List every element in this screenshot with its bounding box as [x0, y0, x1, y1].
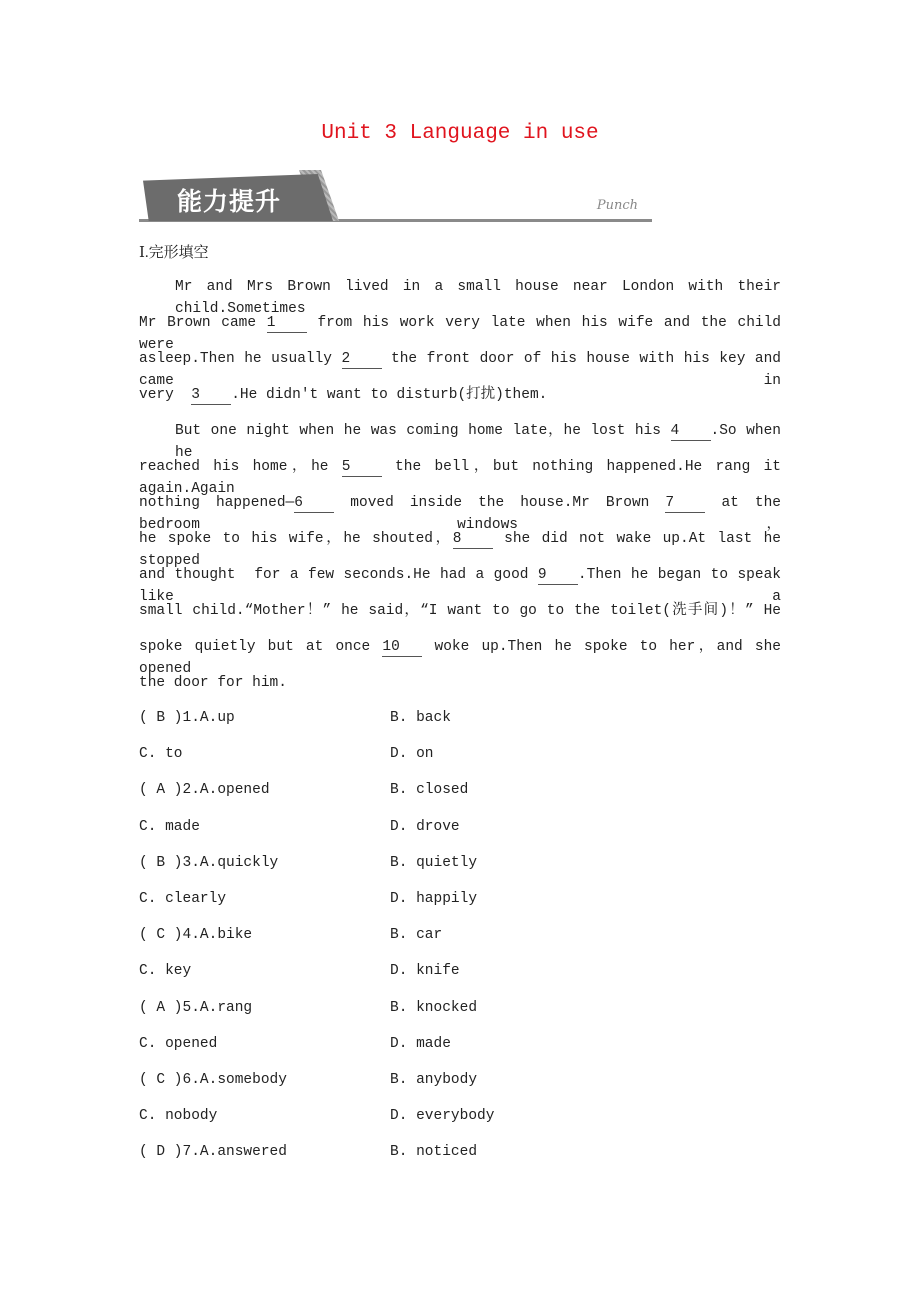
- option-text: D. knife: [390, 963, 460, 980]
- option-text: ( B )3.A.quickly: [139, 854, 279, 871]
- cloze-passage: [139, 276, 790, 708]
- blank-3: 3: [191, 387, 231, 405]
- option-text: B. closed: [390, 782, 469, 799]
- passage-text: and thought for a few seconds.He had a good: [139, 567, 538, 583]
- passage-line: [139, 672, 781, 708]
- option-row: [139, 782, 789, 818]
- passage-text: small child.“Mother！” he said，“I want to go to the toilet(洗手间)！” He: [139, 603, 781, 619]
- option-text: B. back: [390, 710, 451, 726]
- passage-text: the door for him.: [139, 675, 287, 691]
- passage-text: .Then he began to speak like a: [139, 567, 790, 605]
- option-text: ( D )7.A.answered: [139, 1144, 287, 1161]
- option-row: [139, 746, 789, 782]
- option-text: ( C )4.A.bike: [139, 927, 253, 944]
- option-text: C. nobody: [139, 1108, 218, 1125]
- option-row: [139, 1036, 789, 1072]
- option-text: C. made: [139, 818, 200, 835]
- passage-text: Mr Brown came: [139, 315, 267, 331]
- passage-line: [139, 420, 790, 461]
- option-text: B. anybody: [390, 1071, 478, 1088]
- option-text: B. car: [390, 927, 443, 944]
- option-text: C. opened: [139, 1035, 218, 1052]
- passage-text: he spoke to his wife，he shouted，: [139, 531, 453, 547]
- blank-10: 10: [382, 639, 422, 657]
- answer-options: [139, 710, 789, 1180]
- option-text: B. quietly: [390, 854, 478, 871]
- passage-text: woke up.Then he spoke to her，and she opened: [139, 639, 790, 677]
- option-text: C. clearly: [139, 890, 227, 907]
- passage-line: [139, 600, 781, 636]
- passage-text: she did not wake up.At last he stopped: [139, 531, 790, 569]
- passage-text: the front door of his house with his key and came in: [139, 351, 790, 389]
- passage-text: .So when he: [175, 423, 790, 461]
- blank-6: 6: [294, 495, 334, 513]
- passage-line: [139, 312, 790, 353]
- blank-1: 1: [267, 315, 307, 333]
- passage-text: asleep.Then he usually: [139, 351, 342, 367]
- passage-text: reached his home，he: [139, 459, 342, 475]
- blank-2: 2: [342, 351, 382, 369]
- option-text: C. to: [139, 746, 183, 763]
- passage-line: [139, 636, 790, 677]
- passage-text: Mr and Mrs Brown lived in a small house near London with their child.Sometimes: [175, 279, 790, 317]
- blank-4: 4: [671, 423, 711, 441]
- option-text: D. everybody: [390, 1108, 495, 1125]
- option-row: [139, 891, 789, 927]
- passage-line: [139, 276, 790, 317]
- passage-line: [139, 348, 790, 389]
- option-text: ( B )1.A.up: [139, 710, 235, 726]
- blank-8: 8: [453, 531, 493, 549]
- passage-text: the bell，but nothing happened.He rang it again.Again: [139, 459, 790, 497]
- passage-text: nothing happened—: [139, 495, 295, 511]
- option-text: D. made: [390, 1035, 451, 1052]
- banner-label: 能力提升: [177, 187, 282, 216]
- option-row: [139, 855, 789, 891]
- passage-text: .He didn't want to disturb(打扰)them.: [231, 387, 548, 403]
- passage-line: [139, 456, 790, 497]
- section-heading: Ⅰ.完形填空: [139, 245, 209, 261]
- option-row: [139, 1000, 789, 1036]
- option-text: D. happily: [390, 890, 478, 907]
- passage-text: at the bedroom windows，: [139, 495, 790, 533]
- option-text: ( A )2.A.opened: [139, 782, 270, 799]
- document-title: Unit 3 Language in use: [321, 122, 599, 145]
- blank-9: 9: [538, 567, 578, 585]
- passage-text: But one night when he was coming home late，he lost his: [175, 423, 671, 439]
- blank-7: 7: [665, 495, 705, 513]
- passage-text: from his work very late when his wife and the child were: [139, 315, 790, 353]
- option-row: [139, 819, 789, 855]
- option-text: ( A )5.A.rang: [139, 999, 253, 1016]
- option-text: D. drove: [390, 818, 460, 835]
- option-row: [139, 1072, 789, 1108]
- option-text: B. noticed: [390, 1144, 478, 1161]
- option-text: D. on: [390, 746, 434, 763]
- passage-text: moved inside the house.Mr Brown: [334, 495, 666, 511]
- passage-line: [139, 528, 790, 569]
- option-row: [139, 1144, 789, 1180]
- option-row: [139, 1108, 789, 1144]
- option-row: [139, 963, 789, 999]
- option-row: [139, 710, 789, 746]
- option-text: B. knocked: [390, 999, 478, 1016]
- option-row: [139, 927, 789, 963]
- passage-line: [139, 564, 790, 605]
- section-banner: [139, 166, 652, 224]
- blank-5: 5: [342, 459, 382, 477]
- passage-text: very: [139, 387, 192, 403]
- banner-tag: Punch: [596, 198, 638, 213]
- passage-line: [139, 492, 790, 533]
- option-text: C. key: [139, 963, 192, 980]
- passage-text: spoke quietly but at once: [139, 639, 383, 655]
- option-text: ( C )6.A.somebody: [139, 1071, 287, 1088]
